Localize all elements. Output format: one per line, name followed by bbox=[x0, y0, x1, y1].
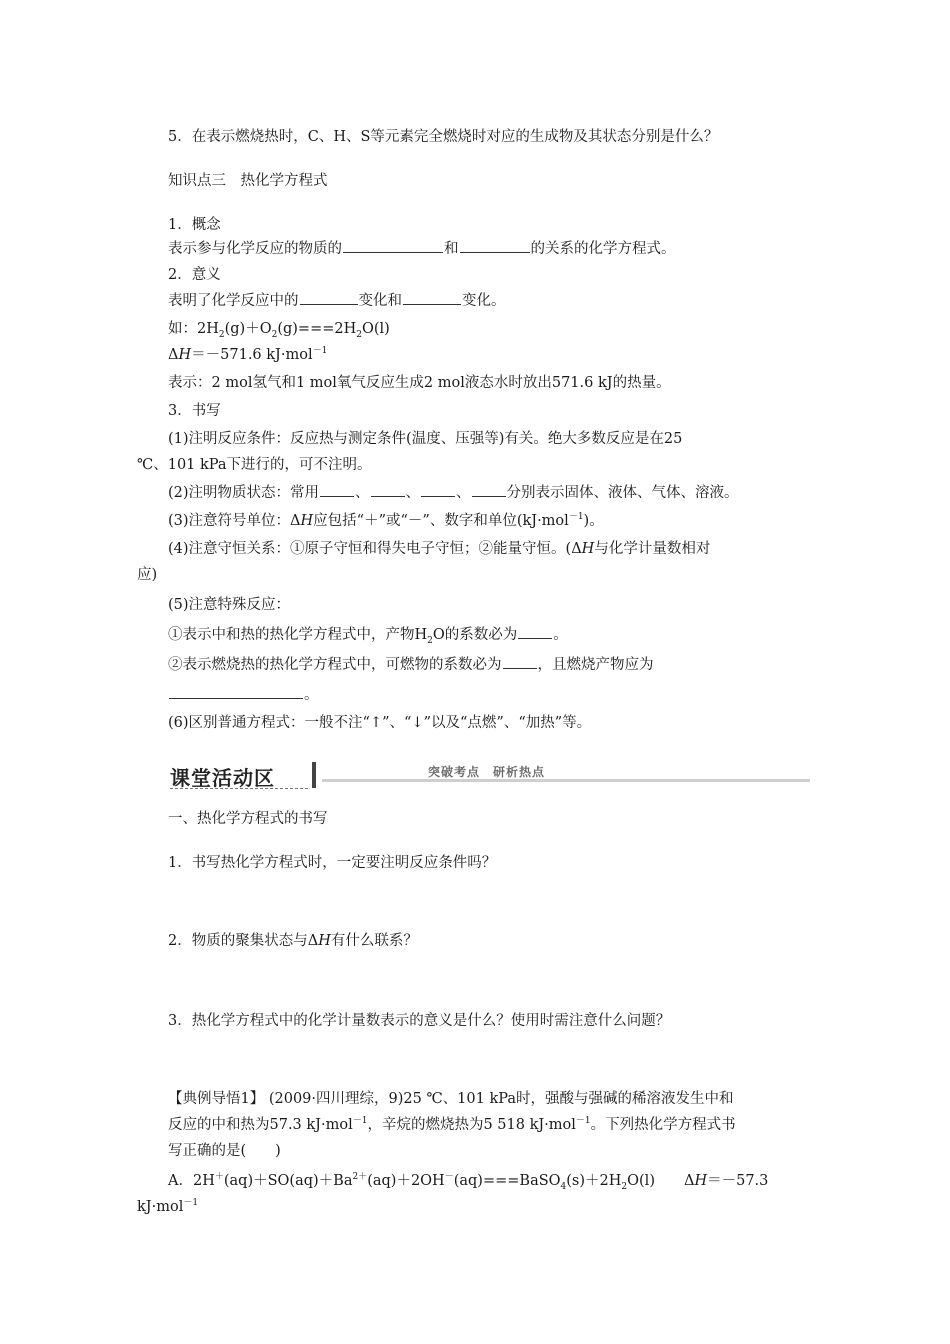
question-a1: 1．书写热化学方程式时，一定要注明反应条件吗？ bbox=[168, 855, 497, 871]
writing-heading: 3．书写 bbox=[168, 403, 221, 419]
rule-3: (3)注意符号单位：ΔH应包括“＋”或“－”、数字和单位(kJ·mol$^{-1}$)。 bbox=[168, 512, 604, 529]
rule-5-item-2-cont: 。 bbox=[168, 684, 319, 706]
fill-blank bbox=[320, 482, 354, 497]
section-1-title: 一、热化学方程式的书写 bbox=[168, 811, 328, 827]
question-a3: 3．热化学方程式中的化学计量数表示的意义是什么？使用时需注意什么问题？ bbox=[168, 1013, 671, 1029]
rule-6: (6)区别普通方程式：一般不注“↑”、“↓”以及“点燃”、“加热”等。 bbox=[168, 715, 592, 731]
rule-5-item-1: ①表示中和热的热化学方程式中，产物$H_2O$的系数必为 。 bbox=[168, 624, 568, 646]
example-equation: 如：$2H_2(g)+O_2(g)===2H_2O(l)$ bbox=[168, 321, 390, 340]
fill-blank bbox=[503, 654, 537, 669]
example-problem-line-3: 写正确的是( ) bbox=[168, 1143, 281, 1159]
meaning-text: 表明了化学反应中的 变化和 变化。 bbox=[168, 290, 506, 312]
rule-1-line-2: ℃、101 kPa下进行的，可不注明。 bbox=[137, 457, 372, 473]
fill-blank bbox=[300, 290, 358, 305]
example-problem-line-2: 反应的中和热为57.3 kJ·mol$^{-1}$，辛烷的燃烧热为5 518 kJ·mol$^{-1}$。下列热化学方程式书 bbox=[168, 1116, 736, 1133]
banner-rule bbox=[322, 779, 810, 782]
example-meaning: 表示：2 mol氢气和1 mol氧气反应生成2 mol液态水时放出571.6 kJ的热量。 bbox=[168, 375, 671, 391]
meaning-heading: 2．意义 bbox=[168, 267, 221, 283]
question-5: 5．在表示燃烧热时，C、H、S等元素完全燃烧时对应的生成物及其状态分别是什么？ bbox=[168, 129, 719, 145]
rule-4-line-1: (4)注意守恒关系：①原子守恒和得失电子守恒；②能量守恒。(ΔH与化学计量数相对 bbox=[168, 541, 711, 557]
question-a2: 2．物质的聚集状态与ΔH有什么联系？ bbox=[168, 933, 418, 949]
concept-heading: 1．概念 bbox=[168, 217, 221, 233]
banner-subtitle: 突破考点 研析热点 bbox=[428, 765, 546, 779]
option-a-line-2: kJ·mol$^{-1}$ bbox=[137, 1198, 199, 1215]
example-enthalpy: ΔH＝－571.6 kJ·mol$^{-1}$ bbox=[168, 346, 328, 363]
fill-blank bbox=[472, 482, 506, 497]
banner-title: 课堂活动区 bbox=[170, 766, 275, 790]
rule-5-heading: (5)注意特殊反应： bbox=[168, 597, 291, 613]
banner-dashed-line bbox=[170, 788, 308, 789]
banner-divider bbox=[312, 762, 316, 788]
fill-blank bbox=[371, 482, 405, 497]
rule-1-line-1: (1)注明反应条件：反应热与测定条件(温度、压强等)有关。绝大多数反应是在25 bbox=[168, 431, 683, 447]
rule-4-line-2: 应) bbox=[137, 567, 158, 583]
fill-blank bbox=[460, 238, 530, 253]
fill-blank bbox=[421, 482, 455, 497]
fill-blank bbox=[518, 624, 552, 639]
concept-text: 表示参与化学反应的物质的 和 的关系的化学方程式。 bbox=[168, 238, 676, 260]
example-problem-line-1: 【典例导悟1】 (2009·四川理综，9)25 ℃、101 kPa时，强酸与强碱的稀溶液发生中和 bbox=[168, 1091, 734, 1107]
rule-2: (2)注明物质状态：常用 、 、 、 分别表示固体、液体、气体、溶液。 bbox=[168, 482, 739, 504]
fill-blank bbox=[343, 238, 443, 253]
option-a-line-1: A．$2H^+(aq)+SO(aq)+Ba^{2+}(aq)+2OH^-(aq)===BaSO_4(s)+2H_2O(l)$ ΔH＝－57.3 bbox=[168, 1172, 769, 1192]
fill-blank bbox=[403, 290, 461, 305]
fill-blank bbox=[169, 684, 303, 699]
section-banner bbox=[170, 760, 812, 794]
knowledge-point-3-title: 知识点三 热化学方程式 bbox=[168, 173, 328, 189]
rule-5-item-2: ②表示燃烧热的热化学方程式中，可燃物的系数必为 ，且燃烧产物应为 bbox=[168, 654, 654, 676]
